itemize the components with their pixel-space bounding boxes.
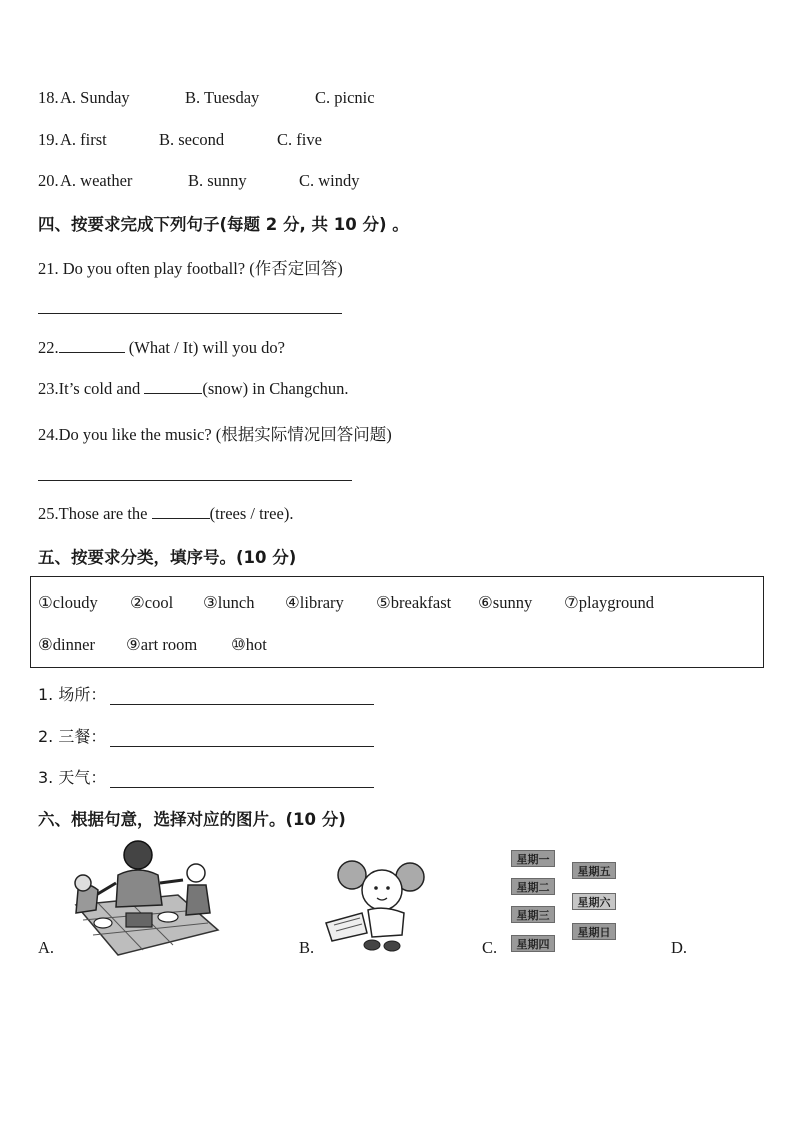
word-bank-item: ⑦playground xyxy=(564,593,654,612)
category-weather-label: 3. 天气： xyxy=(38,768,107,787)
category-places-label: 1. 场所： xyxy=(38,685,107,704)
girl-reading-picture[interactable] xyxy=(322,855,432,955)
question-21 xyxy=(38,255,343,279)
section-4-heading: 四、按要求完成下列句子(每题 2 分, 共 10 分) 。 xyxy=(38,215,409,234)
question-20-option-b: B. sunny xyxy=(188,171,247,190)
question-20-option-c: C. windy xyxy=(299,171,360,190)
question-19-number: 19. xyxy=(38,130,59,149)
question-20-number: 20. xyxy=(38,171,59,190)
question-25-blank[interactable] xyxy=(152,504,210,519)
weekday-tag: 星期二 xyxy=(511,878,555,895)
weekday-tag: 星期五 xyxy=(572,862,616,879)
question-24-text: Do you like the music? (根据实际情况回答问题) xyxy=(58,425,392,444)
question-25-after: (trees / tree). xyxy=(209,504,294,523)
category-places xyxy=(38,682,374,705)
question-21-answer-line[interactable] xyxy=(38,313,342,314)
picture-label-d: D. xyxy=(671,938,688,957)
question-21-number: 21 xyxy=(38,259,55,278)
category-meals xyxy=(38,724,374,747)
word-bank-item: ⑧dinner xyxy=(38,635,95,654)
word-bank-item: ⑤breakfast xyxy=(376,593,452,612)
category-meals-answer-line[interactable] xyxy=(110,730,374,747)
question-23-before: It’s cold and xyxy=(58,379,141,398)
category-places-answer-line[interactable] xyxy=(110,688,374,705)
question-25 xyxy=(38,504,293,524)
question-22 xyxy=(38,338,285,358)
word-bank-item: ④library xyxy=(285,593,344,612)
category-weather-answer-line[interactable] xyxy=(110,771,374,788)
word-bank-item: ⑥sunny xyxy=(478,593,533,612)
question-25-before: Those are the xyxy=(58,504,148,523)
question-22-blank[interactable] xyxy=(59,338,125,353)
question-23-after: (snow) in Changchun. xyxy=(202,379,349,398)
question-23 xyxy=(38,379,349,399)
weekday-tag: 星期六 xyxy=(572,893,616,910)
weekday-tag: 星期三 xyxy=(511,906,555,923)
question-19-option-b: B. second xyxy=(159,130,225,149)
question-22-text: (What / It) will you do? xyxy=(128,338,286,357)
word-bank-item: ⑩hot xyxy=(231,635,267,654)
question-18-option-b: B. Tuesday xyxy=(185,88,260,107)
question-19-option-a: A. first xyxy=(60,130,107,149)
question-25-number: 25. xyxy=(38,504,59,523)
category-meals-label: 2. 三餐： xyxy=(38,727,107,746)
question-24 xyxy=(38,421,392,445)
word-bank-item: ③lunch xyxy=(203,593,255,612)
question-23-blank[interactable] xyxy=(144,379,202,394)
word-bank-item: ②cool xyxy=(130,593,174,612)
question-19-option-c: C. five xyxy=(277,130,322,149)
weekday-tag: 星期四 xyxy=(511,935,555,952)
picture-label-c: C. xyxy=(482,938,498,957)
word-bank-item: ⑨art room xyxy=(126,635,198,654)
picture-label-a: A. xyxy=(38,938,55,957)
picnic-picture[interactable] xyxy=(58,835,228,957)
weekday-tag: 星期一 xyxy=(511,850,555,867)
question-18-number: 18. xyxy=(38,88,59,107)
word-bank-item: ①cloudy xyxy=(38,593,98,612)
section-6-heading: 六、根据句意，选择对应的图片。(10 分) xyxy=(38,810,346,829)
category-weather xyxy=(38,765,374,788)
question-18-option-a: A. Sunday xyxy=(60,88,130,107)
question-24-answer-line[interactable] xyxy=(38,480,352,481)
question-22-number: 22. xyxy=(38,338,59,357)
weekday-tag: 星期日 xyxy=(572,923,616,940)
question-20-option-a: A. weather xyxy=(60,171,133,190)
picture-label-b: B. xyxy=(299,938,315,957)
question-18-option-c: C. picnic xyxy=(315,88,375,107)
question-21-text: . Do you often play football? (作否定回答) xyxy=(54,259,343,278)
section-5-heading: 五、按要求分类，填序号。(10 分) xyxy=(38,548,297,567)
question-24-number: 24. xyxy=(38,425,59,444)
question-23-number: 23. xyxy=(38,379,59,398)
